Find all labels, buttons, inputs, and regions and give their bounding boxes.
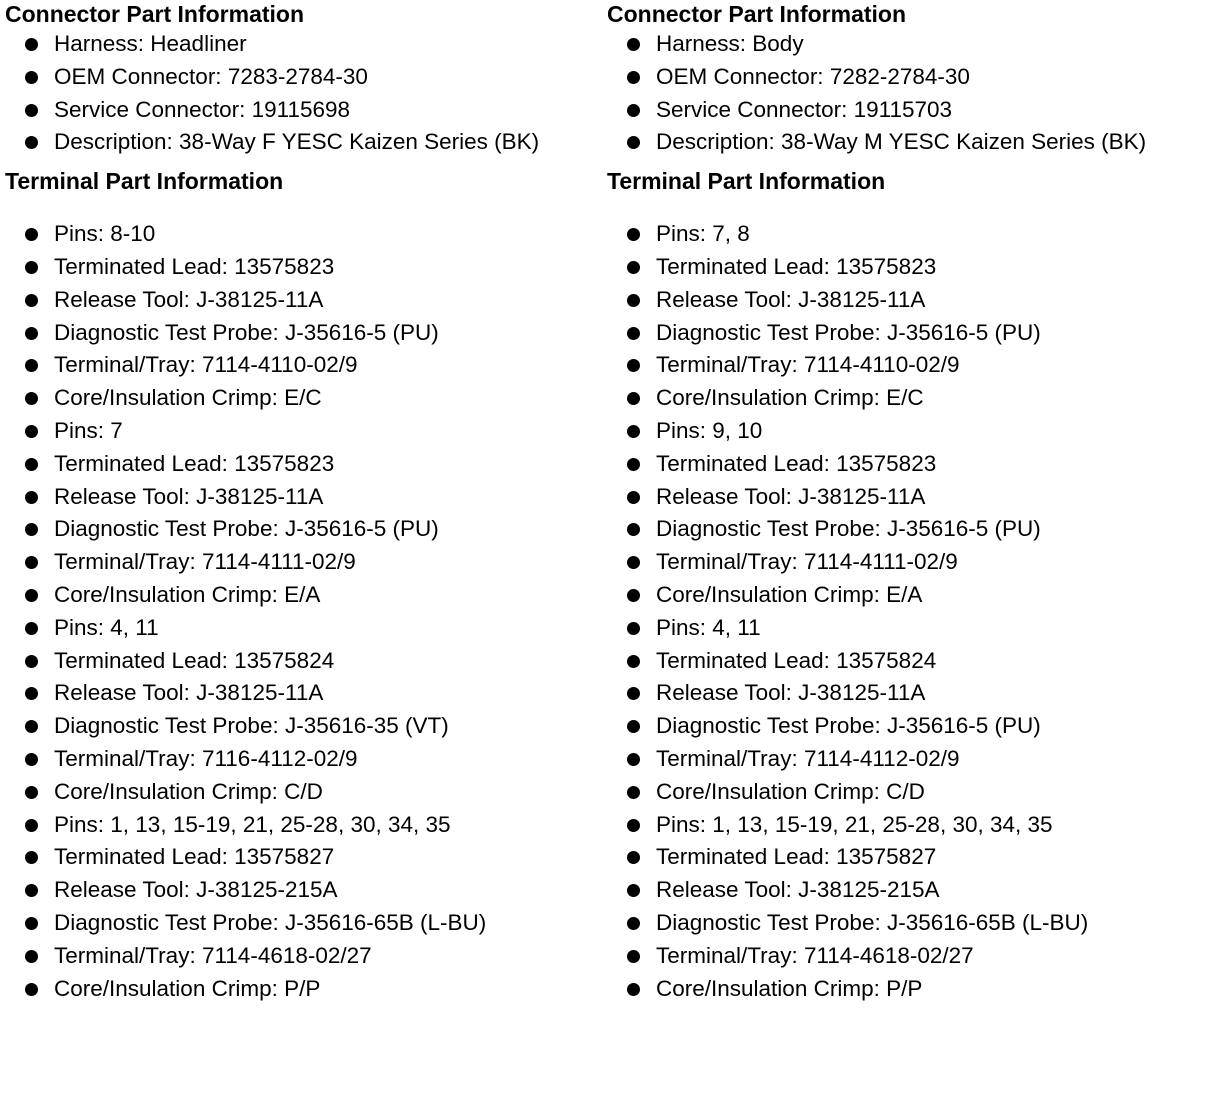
service-connector-item: Service Connector: 19115703	[607, 94, 1207, 127]
description-item: Description: 38-Way M YESC Kaizen Series (BK)	[607, 126, 1207, 159]
test-probe-item: Diagnostic Test Probe: J-35616-65B (L-BU)	[5, 907, 605, 940]
test-probe-item: Diagnostic Test Probe: J-35616-5 (PU)	[5, 513, 605, 546]
pins-item: Pins: 9, 10	[607, 415, 1207, 448]
crimp-item: Core/Insulation Crimp: C/D	[607, 776, 1207, 809]
terminal-group-4	[607, 809, 1207, 1006]
terminal-tray-item: Terminal/Tray: 7114-4618-02/27	[607, 940, 1207, 973]
terminal-part-heading: Terminal Part Information	[607, 168, 886, 195]
crimp-item: Core/Insulation Crimp: C/D	[5, 776, 605, 809]
terminal-tray-item: Terminal/Tray: 7116-4112-02/9	[5, 743, 605, 776]
terminated-lead-item: Terminated Lead: 13575827	[607, 841, 1207, 874]
harness-item: Harness: Body	[607, 28, 1207, 61]
terminated-lead-item: Terminated Lead: 13575824	[607, 645, 1207, 678]
terminal-group-2	[5, 415, 605, 612]
terminal-part-heading: Terminal Part Information	[5, 168, 284, 195]
terminal-group-1	[607, 218, 1207, 415]
harness-item: Harness: Headliner	[5, 28, 605, 61]
terminal-tray-item: Terminal/Tray: 7114-4112-02/9	[607, 743, 1207, 776]
description-item: Description: 38-Way F YESC Kaizen Series (BK)	[5, 126, 605, 159]
pins-item: Pins: 1, 13, 15-19, 21, 25-28, 30, 34, 35	[5, 809, 605, 842]
left-connector-column	[5, 0, 605, 1005]
terminal-tray-item: Terminal/Tray: 7114-4111-02/9	[5, 546, 605, 579]
pins-item: Pins: 1, 13, 15-19, 21, 25-28, 30, 34, 35	[607, 809, 1207, 842]
release-tool-item: Release Tool: J-38125-215A	[607, 874, 1207, 907]
pins-item: Pins: 4, 11	[5, 612, 605, 645]
terminated-lead-item: Terminated Lead: 13575823	[5, 448, 605, 481]
test-probe-item: Diagnostic Test Probe: J-35616-5 (PU)	[607, 710, 1207, 743]
terminal-tray-item: Terminal/Tray: 7114-4110-02/9	[5, 349, 605, 382]
connector-part-heading: Connector Part Information	[5, 1, 305, 27]
terminal-group-1	[5, 218, 605, 415]
pins-item: Pins: 7	[5, 415, 605, 448]
release-tool-item: Release Tool: J-38125-11A	[5, 284, 605, 317]
release-tool-item: Release Tool: J-38125-11A	[607, 481, 1207, 514]
terminal-tray-item: Terminal/Tray: 7114-4111-02/9	[607, 546, 1207, 579]
service-connector-item: Service Connector: 19115698	[5, 94, 605, 127]
crimp-item: Core/Insulation Crimp: P/P	[607, 973, 1207, 1006]
test-probe-item: Diagnostic Test Probe: J-35616-65B (L-BU)	[607, 907, 1207, 940]
terminal-group-4	[5, 809, 605, 1006]
release-tool-item: Release Tool: J-38125-11A	[607, 677, 1207, 710]
terminated-lead-item: Terminated Lead: 13575824	[5, 645, 605, 678]
right-connector-column	[607, 0, 1207, 1005]
crimp-item: Core/Insulation Crimp: P/P	[5, 973, 605, 1006]
test-probe-item: Diagnostic Test Probe: J-35616-5 (PU)	[607, 317, 1207, 350]
test-probe-item: Diagnostic Test Probe: J-35616-5 (PU)	[5, 317, 605, 350]
pins-item: Pins: 4, 11	[607, 612, 1207, 645]
crimp-item: Core/Insulation Crimp: E/C	[5, 382, 605, 415]
pins-item: Pins: 8-10	[5, 218, 605, 251]
terminal-group-3	[5, 612, 605, 809]
connector-part-heading: Connector Part Information	[607, 1, 907, 27]
release-tool-item: Release Tool: J-38125-11A	[5, 677, 605, 710]
terminal-group-2	[607, 415, 1207, 612]
release-tool-item: Release Tool: J-38125-11A	[607, 284, 1207, 317]
terminal-group-3	[607, 612, 1207, 809]
test-probe-item: Diagnostic Test Probe: J-35616-35 (VT)	[5, 710, 605, 743]
connector-part-list	[607, 28, 1207, 159]
terminated-lead-item: Terminated Lead: 13575823	[5, 251, 605, 284]
connector-part-list	[5, 28, 605, 159]
test-probe-item: Diagnostic Test Probe: J-35616-5 (PU)	[607, 513, 1207, 546]
oem-connector-item: OEM Connector: 7283-2784-30	[5, 61, 605, 94]
crimp-item: Core/Insulation Crimp: E/A	[607, 579, 1207, 612]
crimp-item: Core/Insulation Crimp: E/C	[607, 382, 1207, 415]
terminal-tray-item: Terminal/Tray: 7114-4618-02/27	[5, 940, 605, 973]
terminated-lead-item: Terminated Lead: 13575823	[607, 448, 1207, 481]
terminal-tray-item: Terminal/Tray: 7114-4110-02/9	[607, 349, 1207, 382]
crimp-item: Core/Insulation Crimp: E/A	[5, 579, 605, 612]
terminated-lead-item: Terminated Lead: 13575823	[607, 251, 1207, 284]
release-tool-item: Release Tool: J-38125-215A	[5, 874, 605, 907]
release-tool-item: Release Tool: J-38125-11A	[5, 481, 605, 514]
pins-item: Pins: 7, 8	[607, 218, 1207, 251]
oem-connector-item: OEM Connector: 7282-2784-30	[607, 61, 1207, 94]
terminated-lead-item: Terminated Lead: 13575827	[5, 841, 605, 874]
